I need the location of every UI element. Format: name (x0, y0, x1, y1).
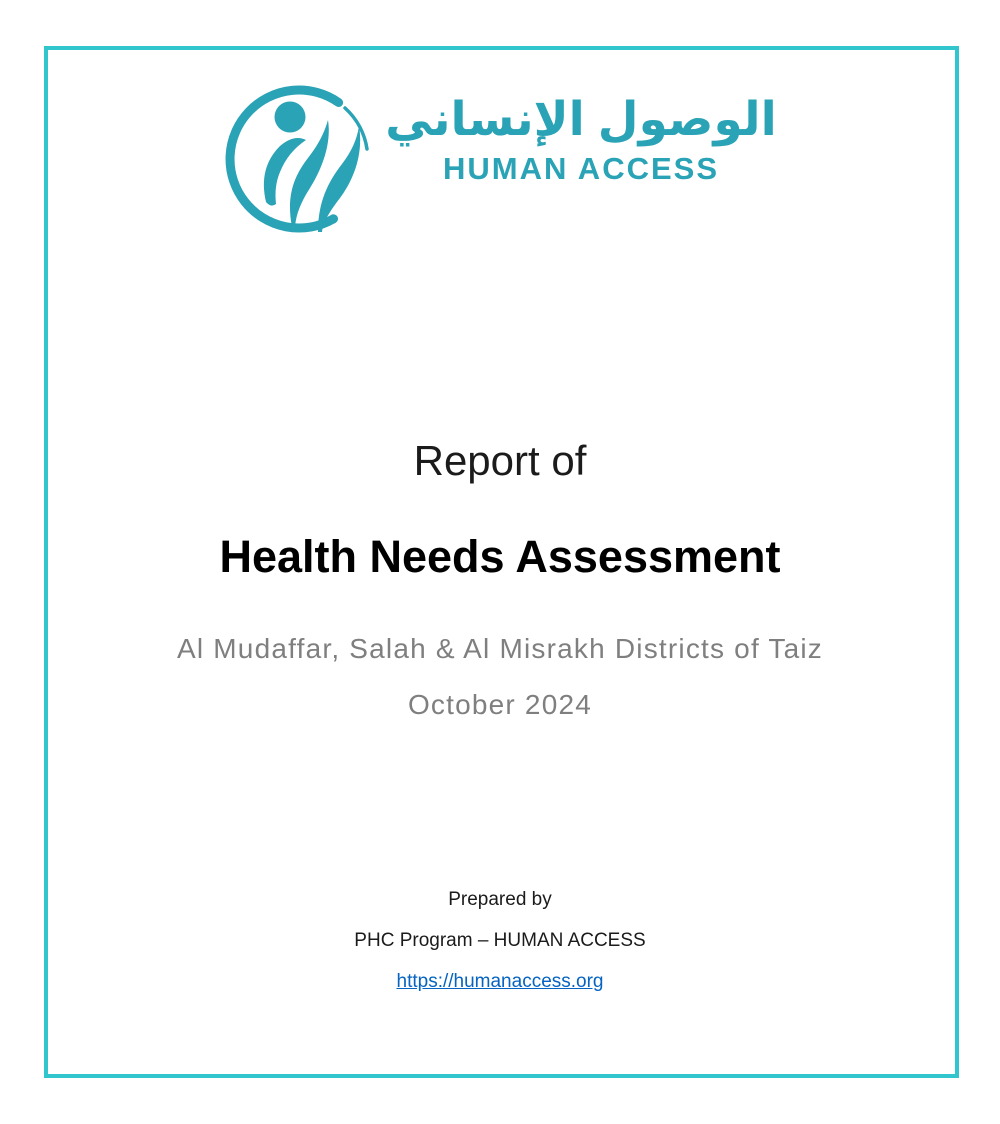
logo-arabic-name: الوصول الإنساني (385, 92, 777, 145)
subtitle-districts: Al Mudaffar, Salah & Al Misrakh Districts of Taiz (177, 633, 823, 664)
website-link[interactable]: https://humanaccess.org (396, 971, 604, 992)
report-title-line2: Health Needs Assessment (219, 531, 781, 582)
human-access-logo-icon (223, 84, 375, 234)
subtitle-date: October 2024 (407, 689, 593, 720)
organization-logo (0, 84, 1000, 234)
report-title-line1: Report of (413, 437, 587, 484)
logo-wordmark (385, 84, 776, 186)
footer-website (0, 971, 1000, 993)
logo-english-name: HUMAN ACCESS (442, 150, 719, 186)
footer-prepared-by: Prepared by (448, 889, 552, 910)
footer-organization: PHC Program – HUMAN ACCESS (354, 930, 646, 951)
